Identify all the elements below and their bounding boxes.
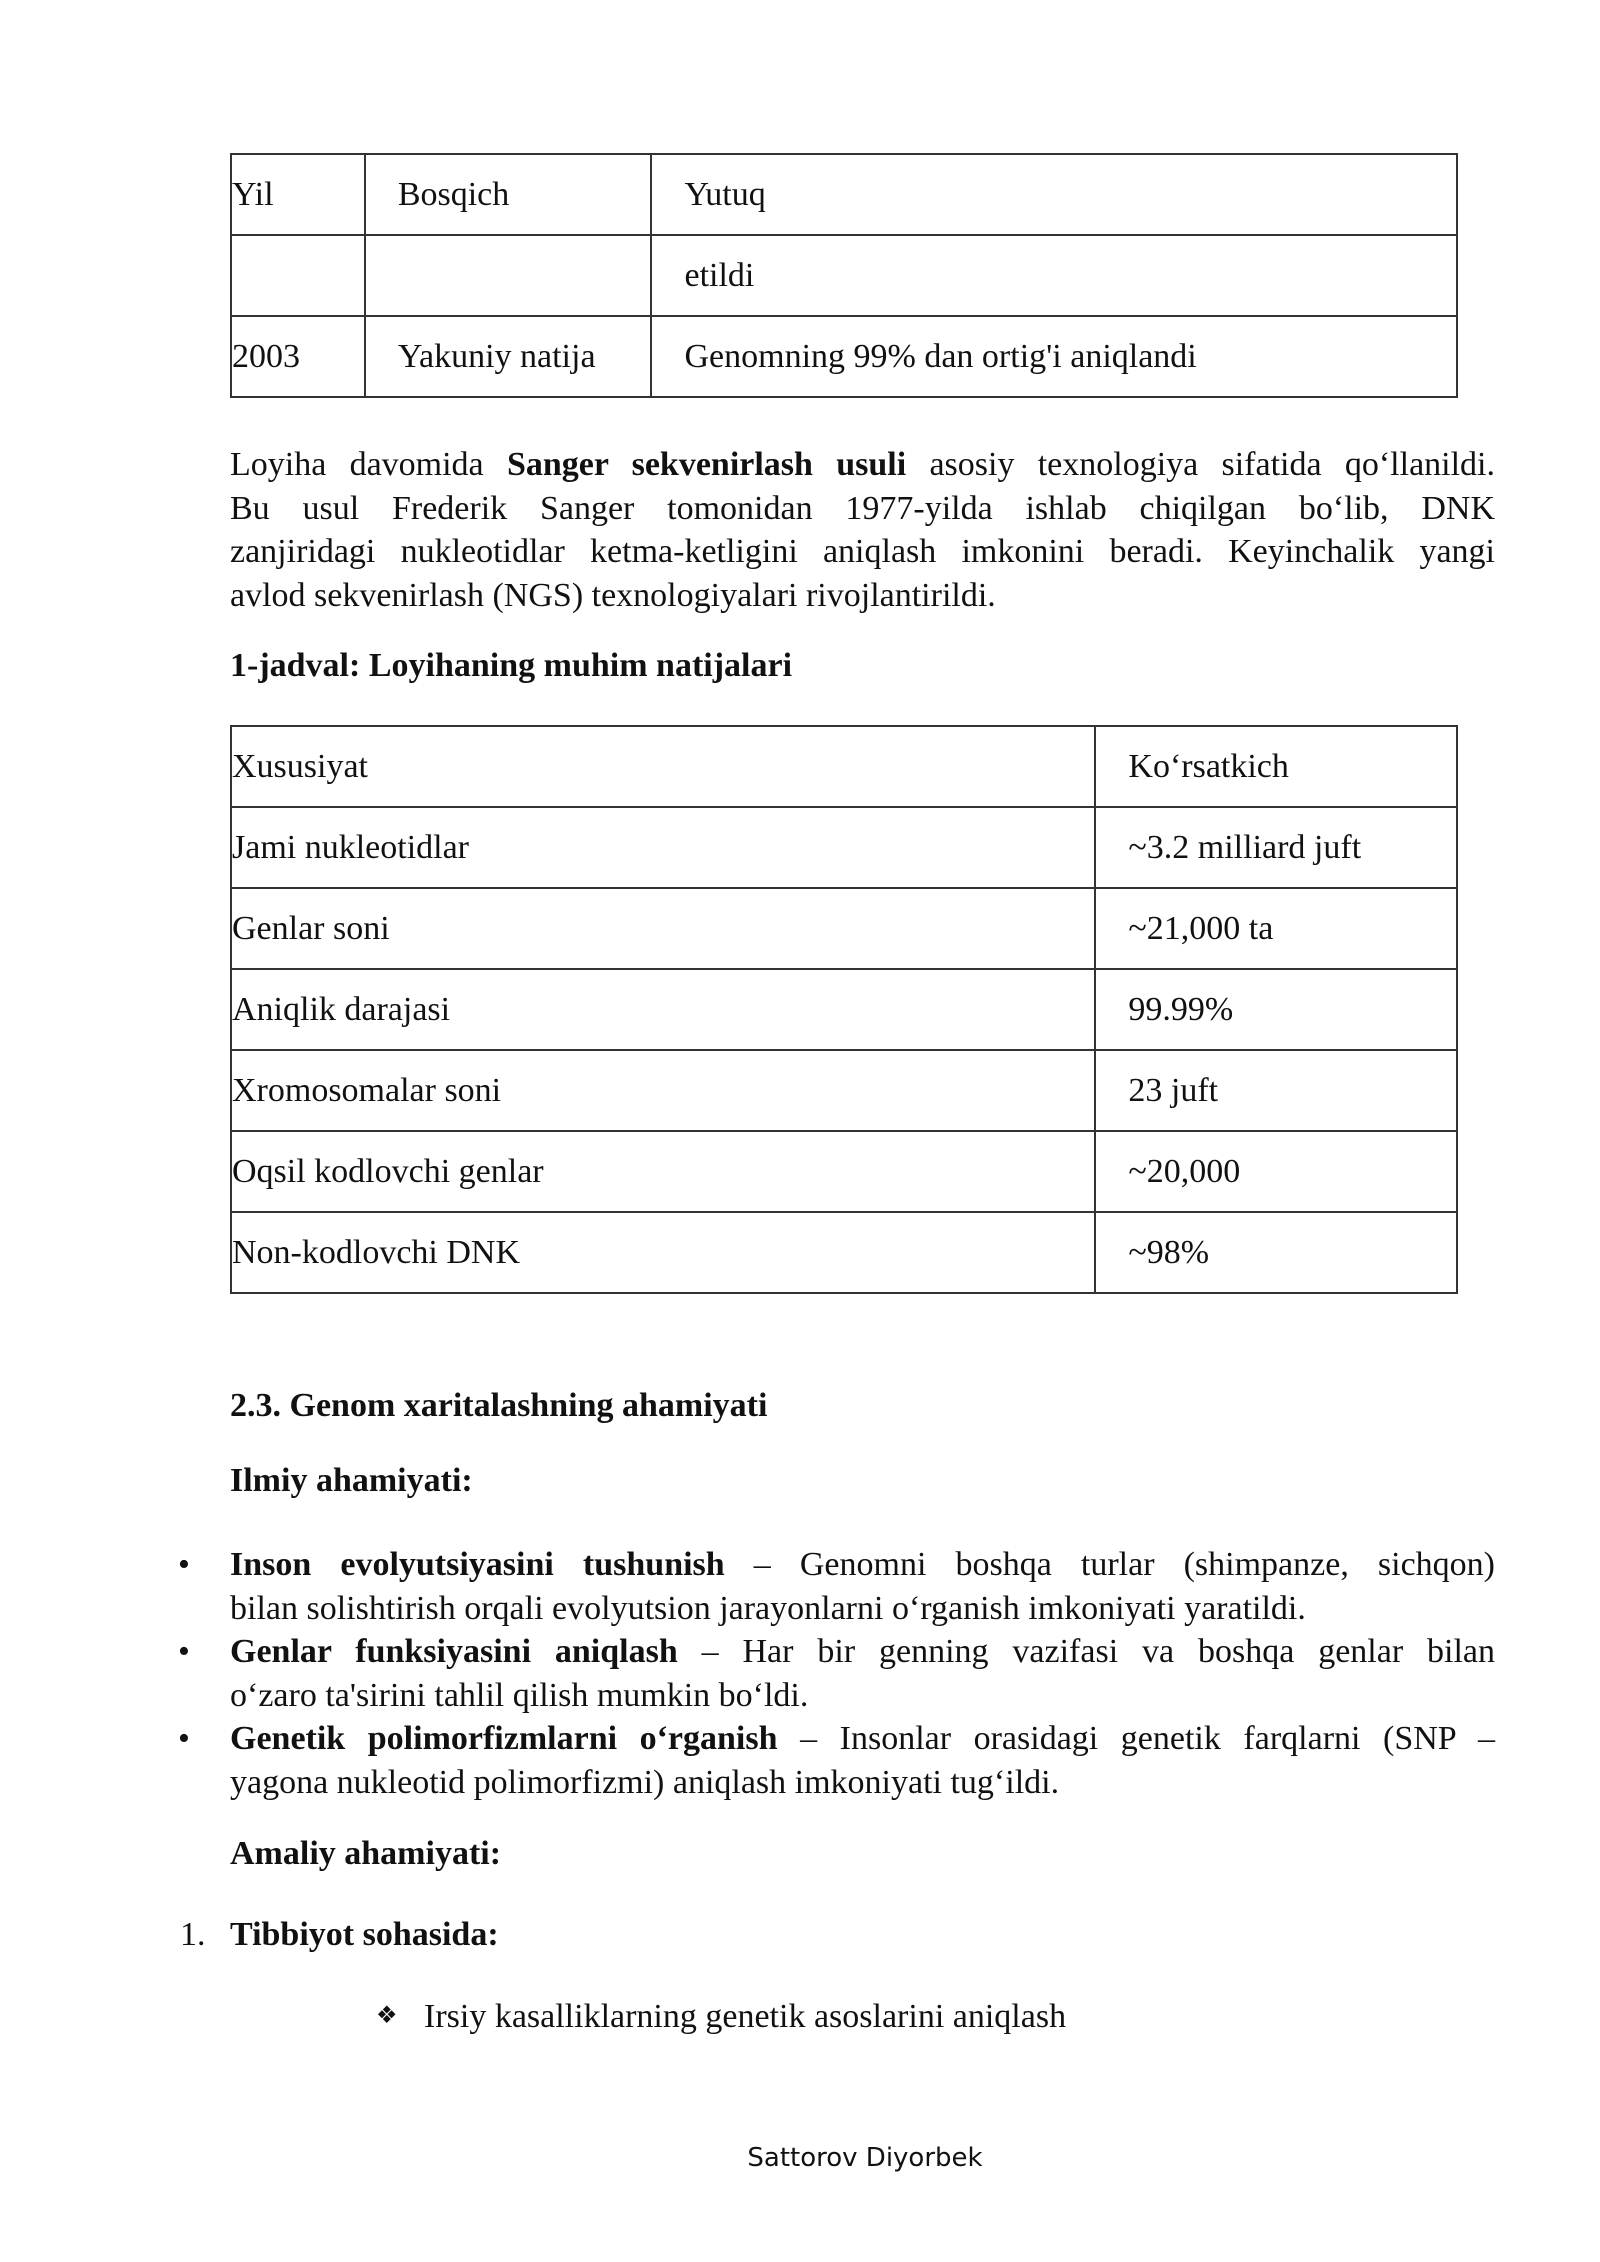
- bullet-bold-term: Inson evolyutsiyasini tushunish: [230, 1546, 725, 1583]
- table-cell: [365, 235, 652, 316]
- table-cell: Xromosomalar soni: [231, 1050, 1095, 1131]
- paragraph-line: [230, 487, 1495, 531]
- bullet-text: – Genomni boshqa turlar (shimpanze, sichqon): [724, 1546, 1495, 1583]
- table-row: [231, 235, 1457, 316]
- table-row: [231, 1050, 1457, 1131]
- results-table: [230, 725, 1458, 1294]
- table-cell: Yil: [231, 154, 365, 235]
- text-run: Loyiha davomida: [230, 446, 507, 483]
- numbered-item: [180, 1916, 499, 1954]
- table-row: [231, 1131, 1457, 1212]
- table-header-row: [231, 726, 1457, 807]
- bullet-text: o‘zaro ta'sirini tahlil qilish mumkin bo‘ldi.: [230, 1676, 809, 1714]
- bullet-item: [178, 1630, 1496, 1717]
- scientific-heading: Ilmiy ahamiyati:: [230, 1462, 473, 1499]
- bullet-text: bilan solishtirish orqali evolyutsion jarayonlarni o‘rganish imkoniyati yaratildi.: [230, 1589, 1306, 1627]
- bullet-dot-icon: •: [178, 1546, 190, 1583]
- bullet-item: [178, 1543, 1495, 1630]
- bullet-line: [230, 1761, 1495, 1805]
- table-cell: Genlar soni: [231, 888, 1095, 969]
- table-cell: [231, 235, 365, 316]
- table-cell: Aniqlik darajasi: [231, 969, 1095, 1050]
- table-cell: ~21,000 ta: [1095, 888, 1457, 969]
- table-cell: Yakuniy natija: [365, 316, 652, 397]
- bullet-dot-icon: •: [178, 1720, 190, 1757]
- numbered-item-label: Tibbiyot sohasida:: [230, 1916, 499, 1953]
- table-cell: Oqsil kodlovchi genlar: [231, 1131, 1095, 1212]
- list-number: 1.: [180, 1916, 206, 1953]
- table-cell: Jami nukleotidlar: [231, 807, 1095, 888]
- sub-bullet-text: Irsiy kasalliklarning genetik asoslarini aniqlash: [424, 1998, 1067, 2035]
- table-row: [231, 154, 1457, 235]
- table-row: [231, 807, 1457, 888]
- bullet-text: – Har bir genning vazifasi va boshqa genlar bilan: [677, 1633, 1496, 1670]
- bullet-text: yagona nukleotid polimorfizmi) aniqlash imkoniyati tug‘ildi.: [230, 1763, 1060, 1801]
- table-cell: Non-kodlovchi DNK: [231, 1212, 1095, 1293]
- bullet-line: [230, 1674, 1495, 1718]
- milestones-table: [230, 153, 1458, 398]
- bullet-bold-term: Genlar funksiyasini aniqlash: [230, 1633, 678, 1670]
- table-header-cell: Xususiyat: [231, 726, 1095, 807]
- table-cell: 99.99%: [1095, 969, 1457, 1050]
- bold-term: Sanger sekvenirlash usuli: [506, 446, 907, 483]
- sub-bullet-item: [376, 1998, 1066, 2036]
- section-heading: 2.3. Genom xaritalashning ahamiyati: [230, 1387, 768, 1424]
- bullet-text: – Insonlar orasidagi genetik farqlarni (SNP –: [777, 1720, 1495, 1757]
- table-header-cell: Ko‘rsatkich: [1095, 726, 1457, 807]
- diamond-bullet-icon: ❖: [376, 2003, 398, 2029]
- table-cell: 2003: [231, 316, 365, 397]
- table-caption: 1-jadval: Loyihaning muhim natijalari: [230, 647, 793, 684]
- paragraph-line: [230, 574, 1495, 618]
- text-run: Bu usul Frederik Sanger tomonidan 1977-yilda ishlab chiqilgan bo‘lib, DNK: [230, 489, 1495, 527]
- table-cell: Bosqich: [365, 154, 652, 235]
- table-cell: etildi: [651, 235, 1457, 316]
- table-cell: ~3.2 milliard juft: [1095, 807, 1457, 888]
- bullet-bold-term: Genetik polimorfizmlarni o‘rganish: [230, 1720, 778, 1757]
- table-cell: ~20,000: [1095, 1131, 1457, 1212]
- table-cell: ~98%: [1095, 1212, 1457, 1293]
- page-footer: [0, 2143, 1600, 2173]
- text-run: avlod sekvenirlash (NGS) texnologiyalari rivojlantirildi.: [230, 576, 996, 614]
- bullet-item: [178, 1717, 1495, 1804]
- table-cell: Yutuq: [651, 154, 1457, 235]
- scientific-bullet-list: [178, 1543, 1496, 1804]
- bullet-line: [230, 1717, 1495, 1761]
- bullet-line: [230, 1587, 1495, 1631]
- bullet-line: [230, 1543, 1495, 1587]
- table-row: [231, 316, 1457, 397]
- paragraph-line: [230, 530, 1495, 574]
- table-row: [231, 1212, 1457, 1293]
- table-row: [231, 969, 1457, 1050]
- text-run: zanjiridagi nukleotidlar ketma-ketligini aniqlash imkonini beradi. Keyinchalik yangi: [230, 533, 1495, 570]
- bullet-line: [230, 1630, 1495, 1674]
- table-cell: Genomning 99% dan ortig'i aniqlandi: [651, 316, 1457, 397]
- bullet-dot-icon: •: [178, 1633, 190, 1670]
- table-cell: 23 juft: [1095, 1050, 1457, 1131]
- intro-paragraph: [230, 443, 1495, 617]
- footer-author: Sattorov Diyorbek: [747, 2143, 983, 2173]
- table-row: [231, 888, 1457, 969]
- paragraph-line: [230, 443, 1495, 487]
- practical-heading: Amaliy ahamiyati:: [230, 1835, 502, 1872]
- text-run: asosiy texnologiya sifatida qo‘llanildi.: [906, 446, 1495, 483]
